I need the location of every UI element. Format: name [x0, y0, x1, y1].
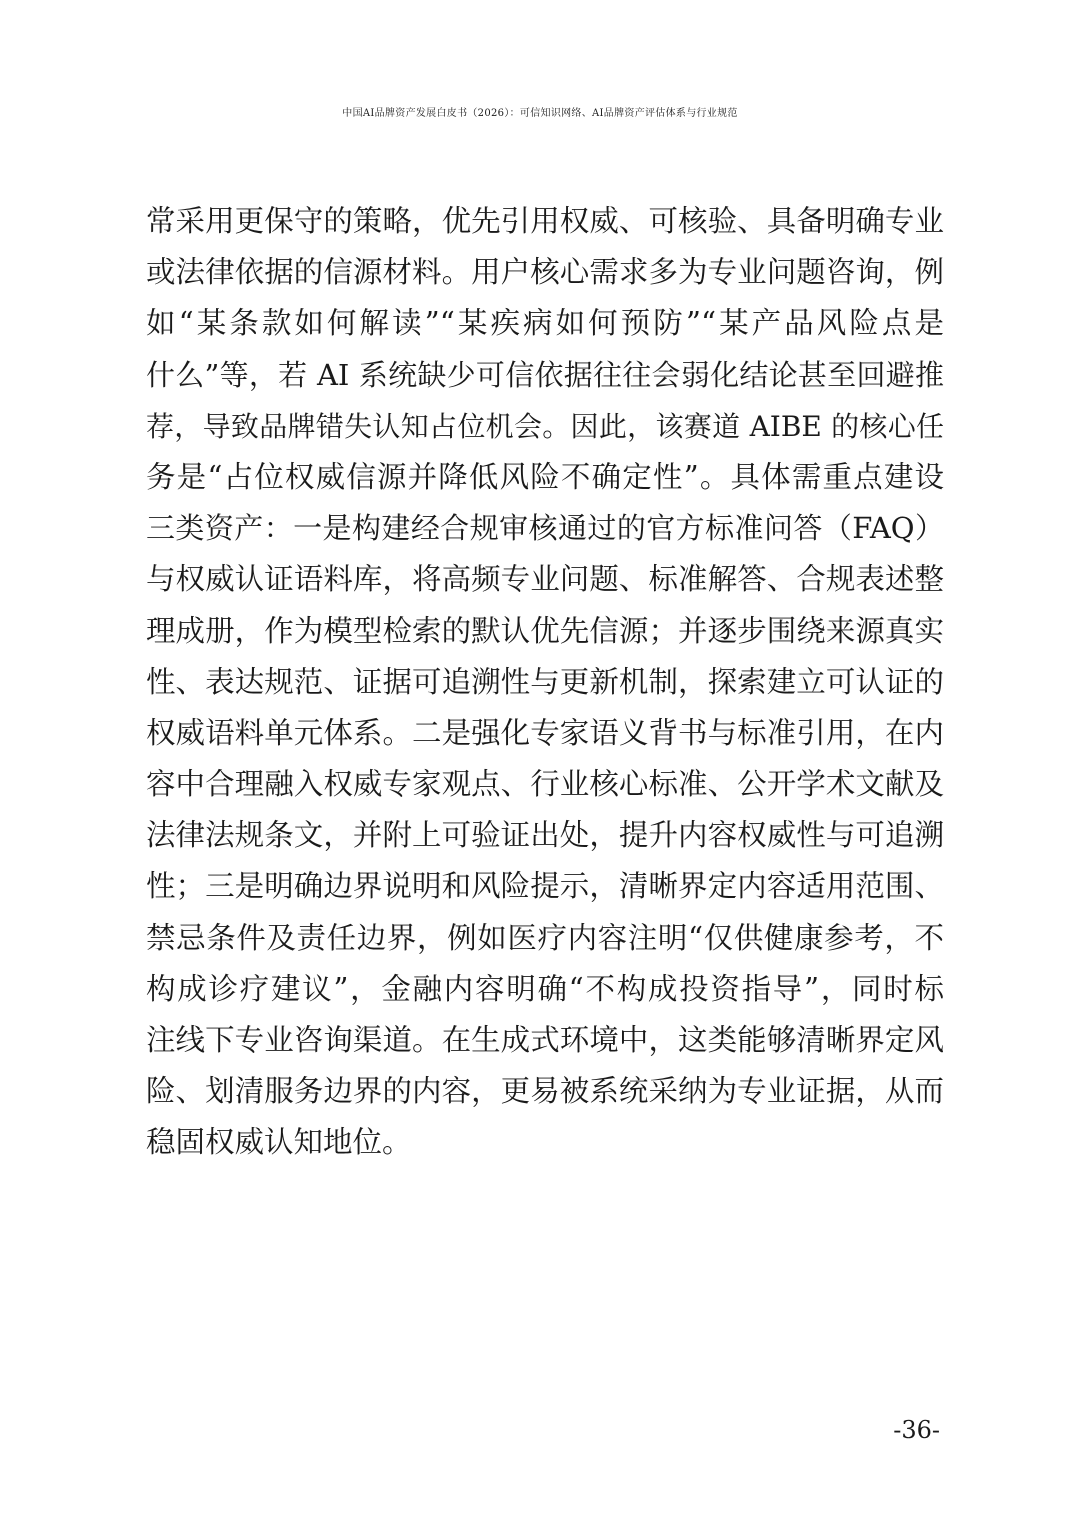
text-line: 荐，导致品牌错失认知占位机会。因此，该赛道 AIBE 的核心任: [146, 409, 944, 443]
text-line: 性；三是明确边界说明和风险提示，清晰界定内容适用范围、: [146, 869, 944, 904]
text-line: 构成诊疗建议”，金融内容明确“不构成投资指导”，同时标: [146, 971, 944, 1006]
text-line: 权威语料单元体系。二是强化专家语义背书与标准引用，在内: [146, 715, 944, 750]
text-line: 什么”等，若 AI 系统缺少可信依据往往会弱化结论甚至回避推: [146, 357, 944, 392]
text-line: 法律法规条文，并附上可验证出处，提升内容权威性与可追溯: [146, 818, 944, 853]
text-line: 理成册，作为模型检索的默认优先信源；并逐步围绕来源真实: [146, 613, 944, 648]
text-line: 容中合理融入权威专家观点、行业核心标准、公开学术文献及: [146, 767, 944, 802]
text-line: 三类资产：一是构建经合规审核通过的官方标准问答（FAQ）: [146, 511, 944, 546]
page-number: -36-: [893, 1416, 940, 1444]
page-header: 中国AI品牌资产发展白皮书（2026）：可信知识网络、AI品牌资产评估体系与行业规范: [342, 108, 738, 119]
text-line: 与权威认证语料库，将高频专业问题、标准解答、合规表述整: [146, 562, 944, 597]
text-line: 稳固权威认知地位。: [146, 1125, 412, 1160]
text-line: 务是“占位权威信源并降低风险不确定性”。具体需重点建设: [146, 459, 944, 494]
text-line: 禁忌条件及责任边界，例如医疗内容注明“仅供健康参考，不: [146, 920, 944, 955]
text-line: 或法律依据的信源材料。用户核心需求多为专业问题咨询，例: [146, 255, 944, 290]
text-line: 险、划清服务边界的内容，更易被系统采纳为专业证据，从而: [146, 1074, 944, 1109]
text-line: 性、表达规范、证据可追溯性与更新机制，探索建立可认证的: [146, 664, 944, 699]
text-line: 注线下专业咨询渠道。在生成式环境中，这类能够清晰界定风: [146, 1023, 944, 1057]
text-line: 如“某条款如何解读”“某疾病如何预防”“某产品风险点是: [146, 306, 944, 341]
text-line: 常采用更保守的策略，优先引用权威、可核验、具备明确专业: [146, 204, 944, 238]
body-paragraph: [146, 196, 944, 1169]
